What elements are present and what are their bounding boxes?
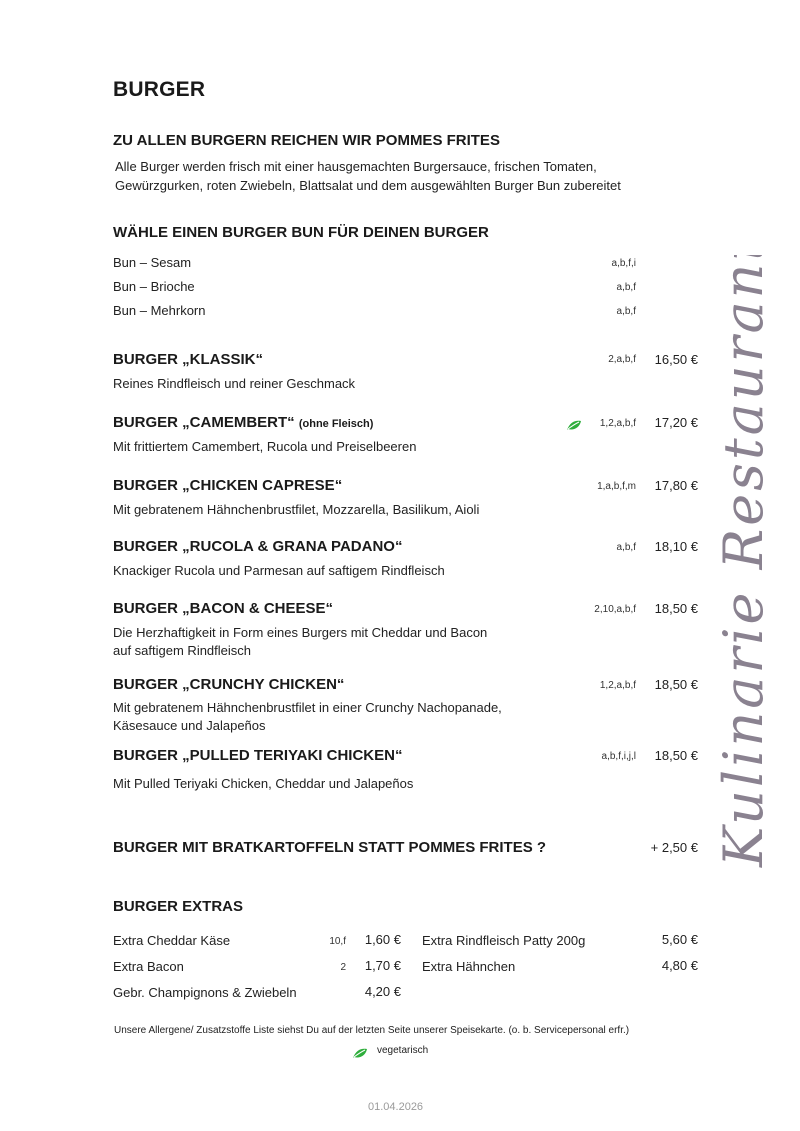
burger-name: BURGER „RUCOLA & GRANA PADANO“: [113, 538, 403, 555]
legend-vegetarian: vegetarisch: [377, 1045, 429, 1056]
bun-heading: WÄHLE EINEN BURGER BUN FÜR DEINEN BURGER: [113, 224, 489, 241]
burger-description: Reines Rindfleisch und reiner Geschmack: [113, 376, 356, 391]
leaf-icon: [352, 1046, 368, 1064]
burger-allergens: a,b,f,i,j,l: [601, 751, 636, 762]
bun-item-name: Bun – Sesam: [113, 255, 192, 270]
burger-description: Mit frittiertem Camembert, Rucola und Preiselbeeren: [113, 439, 417, 454]
extra-item-price: 1,60 €: [364, 932, 401, 947]
burger-name: BURGER „BACON & CHEESE“: [113, 600, 334, 617]
burger-name: BURGER „CHICKEN CAPRESE“: [113, 477, 343, 494]
burger-description: auf saftigem Rindfleisch: [113, 643, 252, 658]
burger-price: 18,50 €: [654, 748, 698, 763]
burger-description: Käsesauce und Jalapeños: [113, 718, 266, 733]
burger-description: Die Herzhaftigkeit in Form eines Burgers mit Cheddar und Bacon: [113, 625, 488, 640]
burger-price: 16,50 €: [654, 352, 698, 367]
extra-item-name: Gebr. Champignons & Zwiebeln: [113, 985, 297, 1000]
burger-allergens: a,b,f: [616, 542, 636, 553]
intro-line-2: Gewürzgurken, roten Zwiebeln, Blattsalat und dem ausgewählten Burger Bun zubereitet: [115, 178, 621, 193]
burger-allergens: 2,10,a,b,f: [594, 604, 636, 615]
burger-name: BURGER „KLASSIK“: [113, 351, 264, 368]
allergen-note: Unsere Allergene/ Zusatzstoffe Liste siehst Du auf der letzten Seite unserer Speisekarte. (o. b. Servicepersonal erfr.): [114, 1025, 630, 1036]
upgrade-label: BURGER MIT BRATKARTOFFELN STATT POMMES FRITES ?: [113, 839, 547, 856]
burger-name: BURGER „PULLED TERIYAKI CHICKEN“: [113, 747, 403, 764]
extra-item-name: Extra Cheddar Käse: [113, 933, 231, 948]
bun-item-name: Bun – Brioche: [113, 279, 195, 294]
burger-allergens: 1,2,a,b,f: [599, 680, 636, 691]
burger-price: 18,10 €: [654, 539, 698, 554]
extra-item-price: 4,80 €: [661, 958, 698, 973]
bun-item-allergens: a,b,f,i: [611, 258, 636, 269]
bun-item-name: Bun – Mehrkorn: [113, 303, 206, 318]
extra-item-name: Extra Rindfleisch Patty 200g: [422, 933, 586, 948]
bun-item-allergens: a,b,f: [616, 306, 636, 317]
burger-price: 17,20 €: [654, 415, 698, 430]
burger-allergens: 2,a,b,f: [608, 354, 636, 365]
upgrade-price: + 2,50 €: [650, 840, 698, 855]
burger-price: 18,50 €: [654, 601, 698, 616]
svg-text:Kulinarie Restaurant: Kulinarie Restaurant: [712, 255, 775, 867]
burger-description: Mit gebratenem Hähnchenbrustfilet in einer Crunchy Nachopanade,: [113, 700, 502, 715]
extra-item-name: Extra Bacon: [113, 959, 184, 974]
burger-description: Mit Pulled Teriyaki Chicken, Cheddar und Jalapeños: [113, 776, 414, 791]
page-title: BURGER: [113, 78, 206, 101]
intro-line-1: Alle Burger werden frisch mit einer hausgemachten Burgersauce, frischen Tomaten,: [115, 159, 597, 174]
extra-item-allergens: 2: [340, 962, 346, 973]
burger-price: 18,50 €: [654, 677, 698, 692]
burger-description: Knackiger Rucola und Parmesan auf saftigem Rindfleisch: [113, 563, 445, 578]
burger-name-text: BURGER „CAMEMBERT“: [113, 414, 295, 431]
extras-heading: BURGER EXTRAS: [113, 898, 244, 915]
burger-name: BURGER „CRUNCHY CHICKEN“: [113, 676, 345, 693]
burger-note: (ohne Fleisch): [298, 418, 374, 430]
burger-name: [113, 414, 373, 431]
extra-item-price: 1,70 €: [364, 958, 401, 973]
brand-logo: [700, 255, 790, 875]
burger-allergens: 1,a,b,f,m: [597, 481, 636, 492]
burger-description: Mit gebratenem Hähnchenbrustfilet, Mozzarella, Basilikum, Aioli: [113, 502, 480, 517]
bun-item-allergens: a,b,f: [616, 282, 636, 293]
extra-item-price: 4,20 €: [364, 984, 401, 999]
intro-heading: ZU ALLEN BURGERN REICHEN WIR POMMES FRITES: [113, 132, 500, 149]
extra-item-name: Extra Hähnchen: [422, 959, 516, 974]
extra-item-allergens: 10,f: [329, 936, 346, 947]
burger-allergens: 1,2,a,b,f: [599, 418, 636, 429]
extra-item-price: 5,60 €: [661, 932, 698, 947]
burger-price: 17,80 €: [654, 478, 698, 493]
page-date: 01.04.2026: [368, 1101, 424, 1113]
